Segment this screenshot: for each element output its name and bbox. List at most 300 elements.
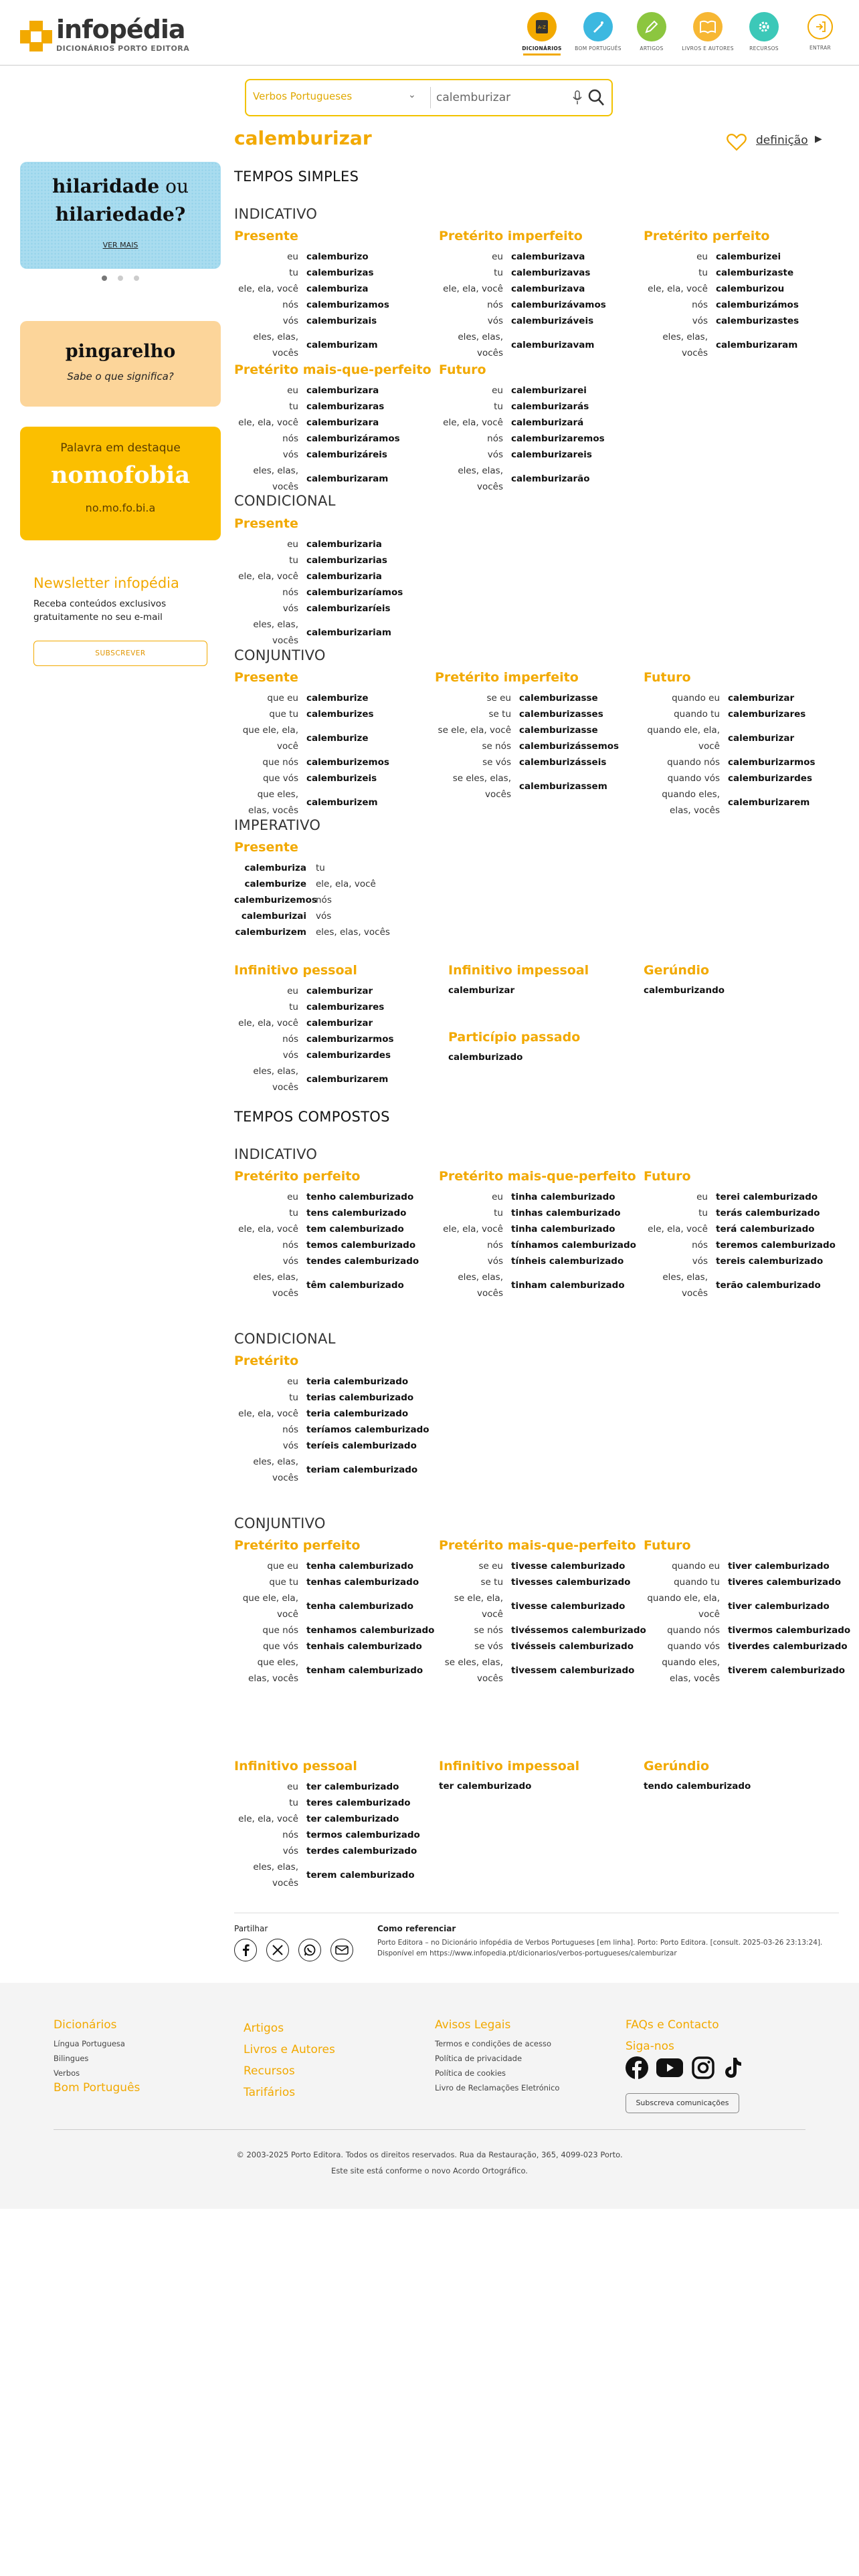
whatsapp-icon[interactable] xyxy=(298,1939,321,1961)
pronoun: ele, ela, você xyxy=(238,1814,298,1824)
conjugation-row xyxy=(439,1558,646,1574)
chevron-down-icon[interactable]: ⌄ xyxy=(408,90,416,100)
cite-text: Porto Editora – no Dicionário infopédia de Verbos Portugueses [em linha]. Porto: Porto Editora. [consult. 2025-03-26 23:13:24]. Disponível em https://www.infopedia.pt/dicionarios/verbos-portugueses/calemburizar xyxy=(377,1939,823,1957)
pronoun: nós xyxy=(282,300,298,310)
tense-block xyxy=(234,669,389,819)
conjugation-row xyxy=(234,447,432,463)
conjugation-row xyxy=(234,329,389,361)
logo-subtitle: DICIONÁRIOS PORTO EDITORA xyxy=(56,44,190,53)
conjugated-form: tivéssemos calemburizado xyxy=(511,1625,646,1636)
pronoun: se ele, ela, você xyxy=(454,1593,503,1620)
nav-dicionarios[interactable] xyxy=(514,12,570,56)
pronoun: nós xyxy=(487,300,503,310)
conjugation-row xyxy=(644,786,816,819)
pronoun: tu xyxy=(494,267,503,278)
conjugation-row xyxy=(234,1269,419,1301)
tense-block xyxy=(435,669,619,802)
tense-name: Presente xyxy=(234,670,298,685)
footer-heading[interactable]: FAQs e Contacto xyxy=(626,2018,719,2032)
conjugation-row xyxy=(234,1811,420,1827)
conjugation-row xyxy=(644,1237,836,1253)
pronoun: tu xyxy=(289,1798,298,1808)
facebook-icon[interactable] xyxy=(626,2056,648,2082)
conjugation-row xyxy=(439,265,606,281)
nav-active-indicator xyxy=(523,53,561,56)
pronoun: eu xyxy=(696,1192,708,1202)
site-header xyxy=(0,0,859,66)
definicao-link[interactable]: definição xyxy=(756,134,808,147)
tense-name: Gerúndio xyxy=(644,1759,710,1774)
pronoun: se eles, elas, vocês xyxy=(444,1657,503,1684)
conjugated-form: tenham calemburizado xyxy=(306,1665,423,1676)
footer-link[interactable]: Bilingues xyxy=(54,2054,89,2063)
pronoun: tu xyxy=(289,1002,298,1012)
chevron-right-icon[interactable]: ▶ xyxy=(815,134,822,144)
tense-name: Infinitivo impessoal xyxy=(439,1759,580,1774)
conjugated-form: calemburizemos xyxy=(306,757,389,768)
conjugation-row xyxy=(644,1205,836,1221)
nav-label: DICIONÁRIOS xyxy=(522,45,562,51)
card-title: pingarelho xyxy=(65,341,176,362)
conjugated-form: teremos calemburizado xyxy=(716,1240,836,1251)
footer-heading[interactable]: Livros e Autores xyxy=(244,2043,335,2056)
conjugation-row xyxy=(234,754,389,770)
conjugated-form: calemburizava xyxy=(511,284,585,294)
conjugation-row xyxy=(234,876,390,892)
pronoun: que tu xyxy=(269,709,298,720)
share-label: Partilhar xyxy=(234,1924,268,1933)
ver-mais-link[interactable]: VER MAIS xyxy=(102,241,138,249)
conjugated-form: teria calemburizado xyxy=(306,1376,409,1387)
conjugation-row xyxy=(439,447,605,463)
carousel-dot[interactable] xyxy=(134,276,139,281)
pronoun: que ele, ela, você xyxy=(242,725,298,752)
conjugated-form: calemburizaste xyxy=(716,267,794,278)
tense-block xyxy=(234,1168,419,1301)
pronoun: nós xyxy=(487,433,503,444)
mood-title: CONJUNTIVO xyxy=(234,647,326,663)
pronoun: eu xyxy=(696,251,708,262)
pronoun: se tu xyxy=(480,1577,503,1588)
pronoun: que vós xyxy=(262,773,298,784)
conjugation-row xyxy=(234,1438,430,1454)
conjugation-row xyxy=(234,1047,394,1063)
conjugation-row xyxy=(439,297,606,313)
nav-entrar[interactable] xyxy=(792,12,848,51)
conjugated-form: calemburizarei xyxy=(511,385,587,396)
conjugated-form: tenhamos calemburizado xyxy=(306,1625,435,1636)
conjugation-row xyxy=(234,999,394,1015)
tense-name: Pretérito imperfeito xyxy=(435,670,579,685)
conjugation-row xyxy=(439,1638,646,1654)
featured-card-hilaridade[interactable] xyxy=(20,162,221,269)
tense-name: Futuro xyxy=(644,1169,691,1184)
conjugation-row xyxy=(644,1622,850,1638)
subscribe-communications-button[interactable]: Subscreva comunicações xyxy=(626,2093,739,2113)
pronoun: tu xyxy=(289,1208,298,1218)
pronoun: tu xyxy=(698,267,708,278)
conjugated-form: calemburizeis xyxy=(306,773,377,784)
nav-label: ARTIGOS xyxy=(640,45,664,51)
tense-block xyxy=(644,1537,850,1687)
pronoun: eu xyxy=(492,251,503,262)
conjugation-row xyxy=(644,265,799,281)
conjugation-row xyxy=(234,1843,420,1859)
pronoun: eu xyxy=(287,1192,298,1202)
tense-block xyxy=(234,1757,420,1891)
card-mid: ou xyxy=(165,175,189,197)
card-syllables: no.mo.fo.bi.a xyxy=(85,502,156,514)
pronoun: eles, elas, vocês xyxy=(662,332,708,358)
tense-name: Infinitivo pessoal xyxy=(234,1759,357,1774)
tense-block xyxy=(234,962,394,1095)
pronoun: que eles, elas, vocês xyxy=(248,1657,298,1684)
conjugated-form: calemburizavas xyxy=(511,267,591,278)
conjugated-form: tinham calemburizado xyxy=(511,1280,625,1291)
pronoun: vós xyxy=(282,316,298,326)
gerund xyxy=(644,1757,751,1794)
nav-label: BOM PORTUGUÊS xyxy=(575,45,622,51)
conjugation-row xyxy=(644,329,799,361)
carousel-dot[interactable] xyxy=(118,276,123,281)
conjugation-row xyxy=(234,722,389,754)
follow-label: Siga-nos xyxy=(626,2040,674,2053)
pronoun: se tu xyxy=(488,709,511,720)
pronoun: ele, ela, você xyxy=(443,284,503,294)
conjugated-form: calemburizaria xyxy=(306,571,382,582)
pronoun: eles, elas, vocês xyxy=(253,1066,298,1093)
footer-heading[interactable]: Tarifários xyxy=(244,2086,296,2099)
conjugated-form: tinhas calemburizado xyxy=(511,1208,621,1218)
conjugated-form: calemburizasses xyxy=(519,709,603,720)
card-subtitle: Sabe o que significa? xyxy=(67,370,174,383)
pronoun: ele, ela, você xyxy=(238,1018,298,1029)
instagram-icon[interactable] xyxy=(692,2056,714,2082)
nav-label: LIVROS E AUTORES xyxy=(682,45,734,51)
conjugation-row xyxy=(644,754,816,770)
heart-icon[interactable] xyxy=(727,134,747,151)
pronoun: eles, elas, vocês xyxy=(253,1457,298,1483)
conjugation-row xyxy=(234,1015,394,1031)
conjugated-form: tendo calemburizado xyxy=(644,1781,751,1792)
footer-heading[interactable]: Artigos xyxy=(244,2022,284,2035)
pronoun: ele, ela, você xyxy=(238,417,298,428)
tense-block xyxy=(234,515,403,649)
conjugation-row xyxy=(644,1574,850,1590)
pronoun: nós xyxy=(282,1830,298,1840)
conjugated-form: terei calemburizado xyxy=(716,1192,818,1202)
pronoun: nós xyxy=(282,433,298,444)
footer-link[interactable]: Política de cookies xyxy=(435,2068,506,2078)
conjugation-row xyxy=(234,706,389,722)
tiktok-icon[interactable] xyxy=(724,2056,743,2082)
x-twitter-icon[interactable] xyxy=(266,1939,289,1961)
conjugated-form: calemburizareis xyxy=(511,449,592,460)
pronoun: nós xyxy=(692,300,708,310)
conjugation-row xyxy=(435,706,619,722)
subscribe-button[interactable]: SUBSCREVER xyxy=(33,641,207,666)
conjugation-row xyxy=(439,1622,646,1638)
dictionary-select[interactable]: Verbos Portugueses xyxy=(253,90,353,102)
conjugation-row xyxy=(234,281,389,297)
conjugated-form: calemburizar xyxy=(728,733,795,744)
gerund xyxy=(644,962,725,998)
conjugated-form: calemburizariam xyxy=(306,627,391,638)
pronoun: eu xyxy=(287,1376,298,1387)
conjugation-row xyxy=(234,983,394,999)
pronoun: vós xyxy=(282,603,298,614)
footer-heading[interactable]: Bom Português xyxy=(54,2081,140,2095)
conjugated-form: calemburizaras xyxy=(306,401,385,412)
pronoun: tu xyxy=(494,401,503,412)
conjugated-form: tivesse calemburizado xyxy=(511,1561,626,1572)
search-icon[interactable] xyxy=(587,88,605,107)
conjugated-form: calemburizares xyxy=(728,709,806,720)
conjugation-row xyxy=(435,690,619,706)
conjugated-form: terão calemburizado xyxy=(716,1280,821,1291)
conjugation-row xyxy=(234,1622,434,1638)
pronoun: eu xyxy=(287,1782,298,1792)
conjugated-form: calemburizardes xyxy=(728,773,813,784)
pronoun: nós xyxy=(282,1240,298,1251)
nav-artigos[interactable] xyxy=(624,12,680,51)
svg-text:A-Z: A-Z xyxy=(538,25,546,30)
footer-link[interactable]: Língua Portuguesa xyxy=(54,2039,125,2048)
conjugation-row xyxy=(234,399,432,415)
conjugated-form: calemburizaram xyxy=(716,340,798,350)
pronoun: vós xyxy=(487,449,503,460)
conjugation-row xyxy=(234,924,390,940)
pronoun: vós xyxy=(692,316,708,326)
footer-link[interactable]: Política de privacidade xyxy=(435,2054,522,2063)
section-title: TEMPOS SIMPLES xyxy=(234,169,359,185)
pronoun: quando ele, ela, você xyxy=(647,1593,720,1620)
tense-name: Particípio passado xyxy=(448,1030,581,1045)
mood-title: CONJUNTIVO xyxy=(234,1515,326,1531)
infopedia-logo-icon[interactable] xyxy=(20,21,54,51)
conjugated-form: calemburizar xyxy=(306,1018,373,1029)
conjugation-row xyxy=(234,1422,430,1438)
section-title: TEMPOS COMPOSTOS xyxy=(234,1109,390,1125)
youtube-icon[interactable] xyxy=(656,2058,683,2080)
pronoun: tu xyxy=(494,1208,503,1218)
conjugation-row xyxy=(644,281,799,297)
conjugated-form: calemburizais xyxy=(306,316,377,326)
pronoun: vós xyxy=(282,1256,298,1267)
tense-name: Infinitivo pessoal xyxy=(234,963,357,978)
facebook-icon[interactable] xyxy=(234,1939,257,1961)
carousel-dot-active[interactable] xyxy=(102,276,107,281)
conjugation-row xyxy=(644,297,799,313)
footer-heading[interactable]: Recursos xyxy=(244,2064,295,2078)
conjugated-form: tenha calemburizado xyxy=(306,1561,414,1572)
conjugated-form: calemburizarás xyxy=(511,401,589,412)
conjugation-row xyxy=(234,1237,419,1253)
nav-bom-portugues[interactable] xyxy=(570,12,626,51)
footer-link[interactable]: Livro de Reclamações Eletrónico xyxy=(435,2083,560,2092)
pronoun: quando nós xyxy=(667,1625,720,1636)
conjugated-form: calemburizar xyxy=(448,985,515,996)
conjugation-row xyxy=(439,1269,636,1301)
conjugation-row xyxy=(439,1654,646,1687)
card-word-b: hilariedade? xyxy=(55,203,186,225)
conjugated-form: calemburizáreis xyxy=(306,449,387,460)
footer-link[interactable]: Verbos xyxy=(54,2068,80,2078)
conjugation-row xyxy=(234,892,390,908)
conjugation-row xyxy=(234,297,389,313)
dictionary-icon xyxy=(527,12,557,41)
pronoun: eu xyxy=(287,986,298,996)
conjugated-form: tivésseis calemburizado xyxy=(511,1641,634,1652)
conjugated-form: calemburizara xyxy=(306,385,379,396)
pronoun: vós xyxy=(692,1256,708,1267)
nav-label: RECURSOS xyxy=(749,45,779,51)
conjugation-row xyxy=(439,313,606,329)
tense-block xyxy=(439,227,606,361)
logo-text[interactable]: infopédia xyxy=(56,15,185,44)
conjugation-row xyxy=(234,463,432,495)
nav-recursos[interactable] xyxy=(736,12,792,51)
pronoun: se ele, ela, você xyxy=(438,725,511,736)
tense-name: Presente xyxy=(234,516,298,531)
pronoun: vós xyxy=(282,1846,298,1856)
pronoun: tu xyxy=(289,555,298,566)
book-icon xyxy=(693,12,723,41)
newsletter-title: Newsletter infopédia xyxy=(33,575,179,591)
pronoun: eles, elas, vocês xyxy=(316,927,390,938)
nav-label: ENTRAR xyxy=(809,45,831,51)
conjugated-form: calemburizastes xyxy=(716,316,799,326)
conjugated-form: tenho calemburizado xyxy=(306,1192,414,1202)
imperative-block xyxy=(234,839,390,940)
conjugation-row xyxy=(234,536,403,552)
conjugated-form: calemburizado xyxy=(448,1052,523,1063)
conjugated-form: calemburiza xyxy=(244,863,306,873)
card-word-a: hilaridade xyxy=(52,175,160,197)
email-icon[interactable] xyxy=(330,1939,353,1961)
pronoun: ele, ela, você xyxy=(238,284,298,294)
footer-heading: Avisos Legais xyxy=(435,2018,511,2032)
pronoun: quando tu xyxy=(674,709,720,720)
conjugated-form: tivessem calemburizado xyxy=(511,1665,635,1676)
conjugation-row xyxy=(644,1558,850,1574)
footer-heading[interactable]: Dicionários xyxy=(54,2018,117,2032)
conjugated-form: tiveres calemburizado xyxy=(728,1577,842,1588)
pronoun: vós xyxy=(316,911,332,922)
conjugated-form: ter calemburizado xyxy=(306,1814,399,1824)
pronoun: ele, ela, você xyxy=(443,417,503,428)
conjugated-form: teriam calemburizado xyxy=(306,1465,418,1475)
pronoun: se eu xyxy=(478,1561,503,1572)
pronoun: se vós xyxy=(474,1641,503,1652)
featured-card-pingarelho[interactable] xyxy=(20,321,221,407)
conjugated-form: termos calemburizado xyxy=(306,1830,420,1840)
pronoun: eles, elas, vocês xyxy=(458,465,503,492)
search-input[interactable] xyxy=(436,87,543,108)
conjugated-form: calemburizáveis xyxy=(511,316,594,326)
conjugated-form: terás calemburizado xyxy=(716,1208,820,1218)
footer-col-sections xyxy=(244,2018,335,2103)
nav-livros-autores[interactable] xyxy=(680,12,736,51)
conjugation-row xyxy=(435,722,619,738)
pronoun: vós xyxy=(282,1050,298,1061)
tense-block xyxy=(234,227,389,361)
conjugation-row xyxy=(435,770,619,802)
conjugated-form: teria calemburizado xyxy=(306,1408,409,1419)
conjugated-form: tínhamos calemburizado xyxy=(511,1240,636,1251)
conjugation-row xyxy=(234,1779,420,1795)
tense-name: Pretérito mais-que-perfeito xyxy=(439,1538,636,1553)
pronoun: eles, elas, vocês xyxy=(253,1272,298,1299)
tense-block xyxy=(439,1168,636,1301)
pronoun: ele, ela, você xyxy=(238,1408,298,1419)
conjugated-form: calemburize xyxy=(306,733,369,744)
tense-name: Pretérito xyxy=(234,1354,299,1368)
login-icon xyxy=(807,14,833,39)
conjugation-row xyxy=(234,617,403,649)
impersonal-infinitive xyxy=(439,1757,579,1794)
pronoun: eles, elas, vocês xyxy=(253,619,298,646)
conjugation-row xyxy=(644,313,799,329)
conjugation-row xyxy=(234,1827,420,1843)
conjugation-row xyxy=(439,431,605,447)
conjugated-form: calemburizardes xyxy=(306,1050,391,1061)
conjugation-row xyxy=(644,1253,836,1269)
copyright-text: © 2003-2025 Porto Editora. Todos os direitos reservados. Rua da Restauração, 365, 4099-023 Porto. xyxy=(236,2150,623,2159)
conjugation-row xyxy=(234,770,389,786)
conjugation-row xyxy=(234,1390,430,1406)
pronoun: nós xyxy=(487,1240,503,1251)
tense-name: Presente xyxy=(234,229,298,243)
microphone-icon[interactable] xyxy=(573,90,582,106)
search-divider xyxy=(430,87,431,108)
conjugated-form: calemburizaríeis xyxy=(306,603,391,614)
tense-name: Pretérito mais-que-perfeito xyxy=(234,362,432,377)
conjugated-form: calemburize xyxy=(306,693,369,704)
conjugated-form: calemburizásseis xyxy=(519,757,607,768)
conjugated-form: temos calemburizado xyxy=(306,1240,416,1251)
conjugated-form: teríamos calemburizado xyxy=(306,1424,430,1435)
conjugation-row xyxy=(234,1063,394,1095)
tense-name: Pretérito perfeito xyxy=(644,229,770,243)
conjugated-form: terá calemburizado xyxy=(716,1224,815,1235)
pronoun: nós xyxy=(282,587,298,598)
conjugation-row xyxy=(234,1454,430,1486)
conjugated-form: calemburizas xyxy=(306,267,374,278)
pronoun: eles, elas, vocês xyxy=(458,332,503,358)
footer-link[interactable]: Termos e condições de acesso xyxy=(435,2039,552,2048)
conjugation-row xyxy=(439,399,605,415)
pronoun: eu xyxy=(492,1192,503,1202)
word-of-the-day-card[interactable] xyxy=(20,427,221,540)
conjugated-form: calemburizávamos xyxy=(511,300,606,310)
conjugation-row xyxy=(234,1558,434,1574)
conjugation-row xyxy=(234,908,390,924)
tense-block xyxy=(234,1537,434,1687)
mood-title: IMPERATIVO xyxy=(234,817,321,833)
conjugation-row xyxy=(234,1654,434,1687)
conjugation-row xyxy=(234,1574,434,1590)
pronoun: se nós xyxy=(474,1625,503,1636)
pronoun: nós xyxy=(282,1034,298,1045)
conjugated-form: calemburizaria xyxy=(306,539,382,550)
conjugated-form: calemburizaremos xyxy=(511,433,605,444)
pronoun: que eles, elas, vocês xyxy=(248,789,298,816)
tense-name: Presente xyxy=(234,840,298,855)
pronoun: quando nós xyxy=(667,757,720,768)
conjugation-row xyxy=(439,1253,636,1269)
conjugation-row xyxy=(234,1590,434,1622)
